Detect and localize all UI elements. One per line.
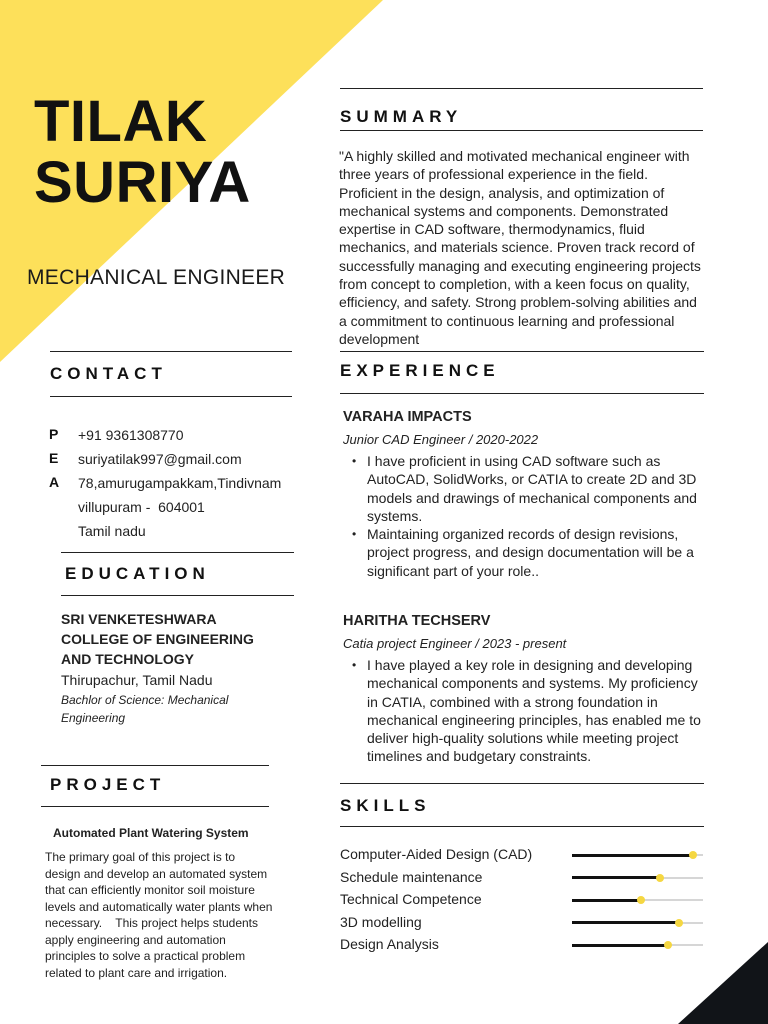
email-label: E [49, 450, 59, 466]
skill-bar [572, 944, 703, 946]
skill-name: Computer-Aided Design (CAD) [340, 846, 533, 862]
skill-row [340, 868, 705, 891]
summary-rule-top [340, 88, 703, 89]
institution-line-1: SRI VENKETESHWARA [61, 611, 217, 627]
bullet-line: systems. [367, 507, 423, 524]
summary-line: mechanical systems and components. Demonstrated [339, 202, 669, 219]
job-company: HARITHA TECHSERV [343, 613, 491, 629]
summary-line: a commitment to continuous learning and professional [339, 312, 675, 329]
summary-line: from concept to completion, with a keen focus on quality, [339, 276, 690, 293]
summary-line: development [339, 330, 420, 347]
bullet-line: project progress, and design documentation will be a [367, 544, 694, 561]
bullet-line: mechanical engineering principles, has enabled me to [367, 711, 701, 728]
project-rule-top [41, 765, 269, 766]
skill-name: Technical Competence [340, 891, 482, 907]
skill-bar-fill [572, 921, 679, 924]
summary-rule-bottom [340, 130, 703, 131]
email-value[interactable]: suriyatilak997@gmail.com [78, 451, 242, 467]
contact-email [49, 450, 299, 474]
summary-line: expertise in CAD software, thermodynamics, fluid [339, 221, 645, 238]
job-entry-2 [343, 612, 713, 766]
institution-line-3: AND TECHNOLOGY [61, 651, 194, 667]
job-bullet [367, 525, 713, 580]
contact-rule-bottom [50, 396, 292, 397]
address-line-3 [49, 522, 299, 546]
bullet-line: AutoCAD, SolidWorks, or CATIA to create 2D and 3D [367, 471, 697, 488]
project-desc-line: design and develop an automated system [45, 866, 268, 881]
skill-name: 3D modelling [340, 913, 422, 930]
bullet-line: • I have played a key role in designing and developing [367, 657, 693, 673]
experience-heading: EXPERIENCE [340, 361, 500, 380]
contact-rule-top [50, 351, 292, 352]
bullet-line: models and drawings of mechanical components and [367, 489, 697, 506]
job-bullet [367, 656, 713, 766]
skills-rule-bottom [340, 826, 704, 827]
address-state: Tamil nadu [78, 523, 146, 539]
education-rule-top [61, 552, 294, 553]
skill-row [340, 935, 705, 958]
job-bullet [367, 452, 713, 525]
address-label: A [49, 474, 60, 490]
summary-text [339, 147, 709, 348]
project-desc-line: principles to solve a practical problem [45, 949, 246, 963]
experience-rule-bottom [340, 393, 704, 394]
contact-list [49, 426, 299, 546]
skills-rule-top [340, 783, 704, 784]
project-desc-line: necessary. This project helps students [45, 916, 258, 930]
summary-line: "A highly skilled and motivated mechanical engineer with [339, 148, 690, 164]
project-desc-line: related to plant care and irrigation. [45, 965, 228, 980]
education-rule-bottom [61, 595, 294, 596]
contact-phone [49, 426, 299, 450]
project-desc-line: apply engineering and automation [45, 932, 226, 947]
address-line-2 [49, 498, 299, 522]
skill-bar-fill [572, 854, 693, 857]
skill-bar [572, 854, 703, 856]
skill-level-dot [664, 941, 672, 949]
project-rule-bottom [41, 806, 269, 807]
project-desc-line: that can efficiently monitor soil moisture [45, 883, 255, 897]
skill-bar-fill [572, 899, 641, 902]
job-bullets [343, 452, 713, 580]
skill-name: Schedule maintenance [340, 868, 483, 885]
skill-bar [572, 899, 703, 901]
summary-line: three years of professional experience in the field. [339, 166, 648, 183]
degree-line-1: Bachlor of Science: Mechanical [61, 693, 229, 707]
bullet-line: mechanical components and systems. My proficiency [367, 675, 698, 692]
project-desc-line: levels and automatically water plants when [45, 899, 273, 914]
skills-heading: SKILLS [340, 796, 431, 815]
first-name: TILAK [34, 89, 208, 154]
job-entry-1 [343, 408, 713, 580]
bullet-line: significant part of your role.. [367, 562, 539, 579]
project-title: Automated Plant Watering System [53, 826, 249, 840]
project-desc-line: The primary goal of this project is to [45, 850, 236, 864]
institution-line-2: COLLEGE OF ENGINEERING [61, 631, 254, 647]
job-bullets [343, 656, 713, 766]
phone-label: P [49, 426, 59, 442]
skills-list [340, 845, 705, 958]
job-company: VARAHA IMPACTS [343, 409, 472, 425]
education-heading: EDUCATION [65, 564, 210, 583]
project-heading: PROJECT [50, 775, 166, 794]
skill-bar-fill [572, 944, 668, 947]
address-city: villupuram - 604001 [78, 499, 205, 515]
summary-heading: SUMMARY [340, 107, 463, 126]
skill-level-dot [637, 896, 645, 904]
degree-line-2: Engineering [61, 711, 126, 725]
bullet-line: • I have proficient in using CAD software such as [367, 453, 661, 469]
job-role: Catia project Engineer / 2023 - present [343, 636, 567, 651]
skill-bar [572, 922, 703, 924]
skill-name: Design Analysis [340, 936, 439, 952]
job-title: MECHANICAL ENGINEER [27, 266, 286, 289]
phone-value[interactable]: +91 9361308770 [78, 427, 184, 443]
experience-rule-top [340, 351, 704, 352]
project-description [45, 849, 305, 981]
education-entry [61, 609, 301, 727]
skill-row [340, 890, 705, 913]
job-role: Junior CAD Engineer / 2020-2022 [343, 432, 539, 447]
skill-row [340, 913, 705, 936]
skill-level-dot [656, 874, 664, 882]
bullet-line: deliver high-quality solutions while meeting project [367, 730, 679, 747]
summary-line: successfully managing and executing engineering projects [339, 257, 701, 274]
last-name: SURIYA [34, 150, 251, 215]
skill-bar [572, 877, 703, 879]
bullet-line: timelines and budgetary constraints. [367, 748, 592, 765]
skill-level-dot [675, 919, 683, 927]
bullet-line: • Maintaining organized records of design revisions, [367, 526, 679, 543]
skill-row [340, 845, 705, 868]
skill-level-dot [689, 851, 697, 859]
summary-line: mechanics, and materials science. Proven track record of [339, 239, 695, 256]
address-value: 78,amurugampakkam,Tindivnam [78, 475, 282, 491]
bullet-line: in CATIA, combined with a strong foundation in [367, 693, 658, 710]
institution-location: Thirupachur, Tamil Nadu [61, 672, 213, 688]
contact-heading: CONTACT [50, 364, 167, 383]
contact-address [49, 474, 299, 498]
summary-line: Proficient in the design, analysis, and optimization of [339, 184, 665, 201]
skill-bar-fill [572, 876, 660, 879]
summary-line: efficiency, and safety. Strong problem-solving abilities and [339, 294, 697, 311]
